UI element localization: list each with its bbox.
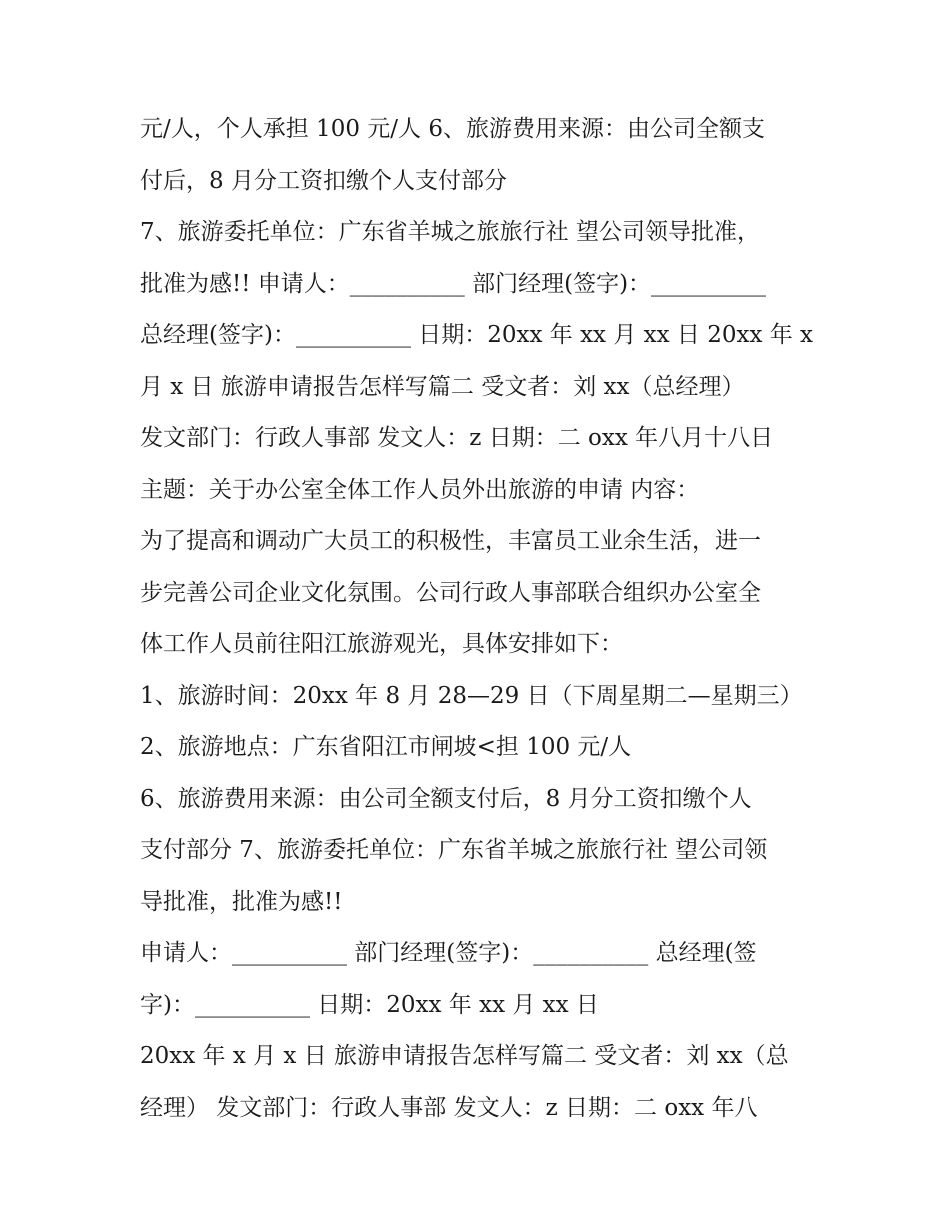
text-line: 元/人，个人承担 100 元/人 6、旅游费用来源：由公司全额支 (140, 116, 765, 142)
document-text-body (140, 104, 820, 1134)
text-line: 字)：__________ 日期：20xx 年 xx 月 xx 日 (140, 991, 599, 1018)
text-line: 付后，8 月分工资扣缴个人支付部分 (140, 167, 507, 194)
text-line: 2、旅游地点：广东省阳江市闸坡<担 100 元/人 (140, 734, 632, 760)
text-line: 支付部分 7、旅游委托单位：广东省羊城之旅旅行社 望公司领 (140, 837, 768, 863)
text-line: 6、旅游费用来源：由公司全额支付后，8 月分工资扣缴个人 (140, 785, 752, 812)
text-line: 7、旅游委托单位：广东省羊城之旅旅行社 望公司领导批准， (140, 219, 760, 245)
text-line: 发文部门：行政人事部 发文人：z 日期：二 oxx 年八月十八日 (140, 425, 774, 451)
text-line: 1、旅游时间：20xx 年 8 月 28—29 日（下周星期二—星期三） (140, 682, 803, 709)
text-line: 主题：关于办公室全体工作人员外出旅游的申请 内容： (140, 476, 700, 503)
text-line: 总经理(签字)：__________ 日期：20xx 年 xx 月 xx 日 20xx 年 x (140, 322, 814, 348)
text-line: 20xx 年 x 月 x 日 旅游申请报告怎样写篇二 受文者：刘 xx（总 (140, 1043, 789, 1069)
text-line: 经理） 发文部门：行政人事部 发文人：z 日期：二 oxx 年八 (140, 1094, 758, 1121)
text-line: 月 x 日 旅游申请报告怎样写篇二 受文者：刘 xx（总经理） (140, 373, 745, 400)
text-line: 导批准，批准为感!! (140, 888, 343, 915)
text-line: 为了提高和调动广大员工的积极性，丰富员工业余生活，进一 (140, 528, 761, 554)
text-line: 申请人：__________ 部门经理(签字)：__________ 总经理(签 (140, 940, 757, 966)
text-line: 体工作人员前往阳江旅游观光，具体安排如下： (140, 631, 623, 657)
text-line: 批准为感!! 申请人：__________ 部门经理(签字)：__________ (140, 270, 767, 297)
text-line: 步完善公司企业文化氛围。公司行政人事部联合组织办公室全 (140, 579, 761, 606)
